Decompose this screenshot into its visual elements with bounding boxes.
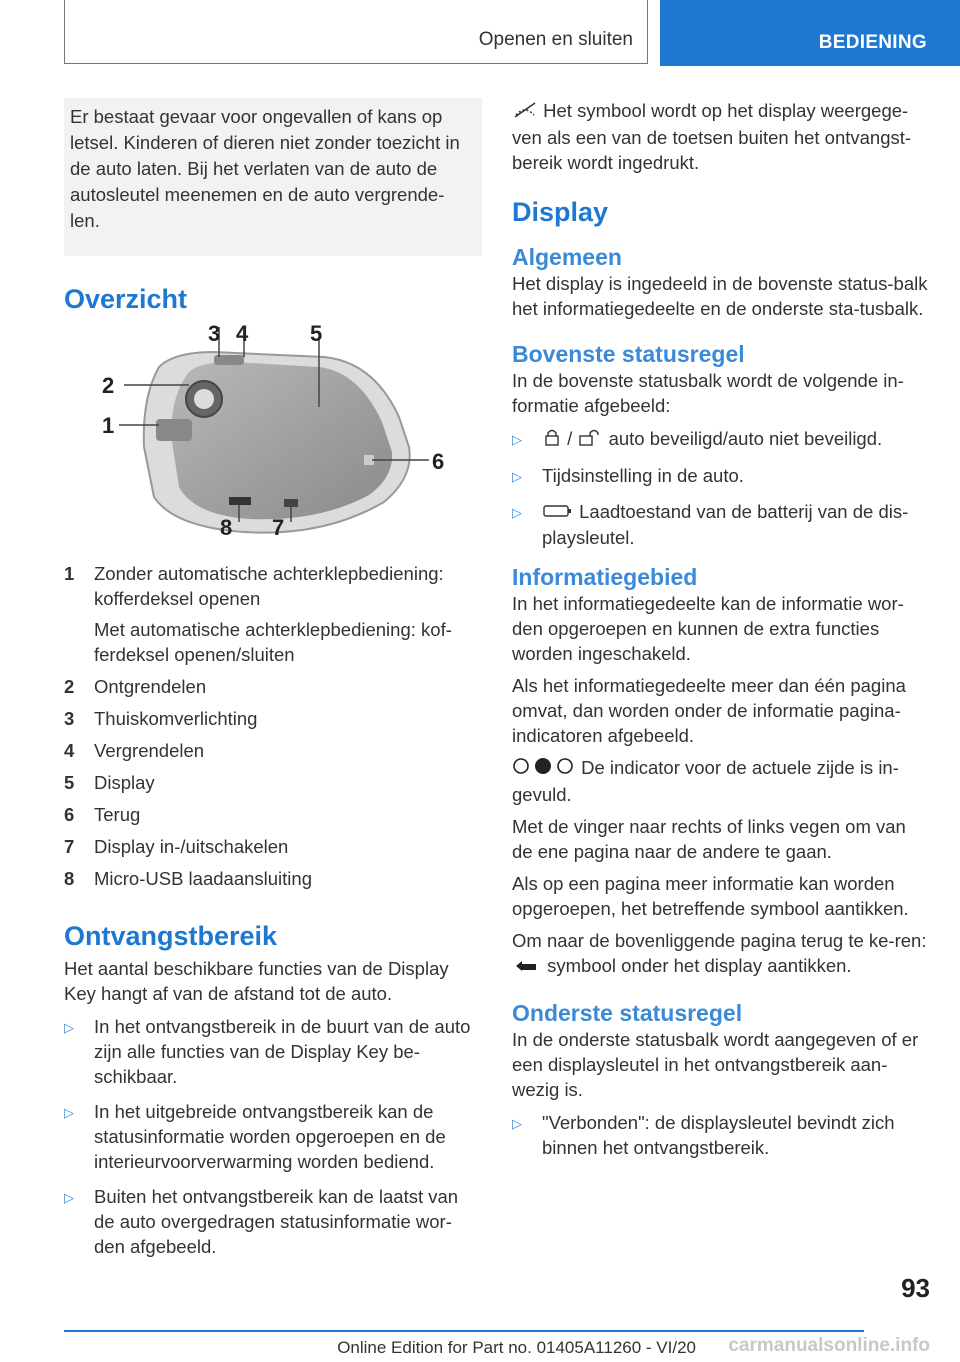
lower-status-heading: Onderste statusregel xyxy=(512,1000,743,1027)
watermark: carmanualsonline.info xyxy=(728,1335,930,1356)
back-arrow-icon xyxy=(512,955,542,980)
footer-edition: Online Edition for Part no. 01405A11260 - VI/20 xyxy=(337,1338,696,1357)
upper-status-bullets xyxy=(512,426,930,551)
display-heading: Display xyxy=(512,196,609,227)
bullet-icon: ▷ xyxy=(512,431,522,447)
callout-4: 4 xyxy=(236,321,249,346)
upper-status-heading: Bovenste statusregel xyxy=(512,340,745,367)
callout-3: 3 xyxy=(208,321,221,346)
info-heading: Informatiegebied xyxy=(512,564,698,591)
callout-2: 2 xyxy=(102,373,115,398)
lower-status-bullets xyxy=(512,1110,930,1160)
list-item: 7 Display in-/uitschakelen xyxy=(64,836,289,857)
lock-closed-icon xyxy=(542,427,562,453)
bullet-icon: ▷ xyxy=(64,1105,74,1120)
range-intro: Het aantal beschikbare functies van de Display Key hangt af van de afstand tot de auto. xyxy=(64,958,449,1004)
info-text-6: Om naar de bovenliggende pagina terug te ke-ren: symbool onder het display aantikken. xyxy=(512,928,930,980)
list-item: ▷ Tijdsinstelling in de auto. xyxy=(512,463,930,489)
list-item: 6 Terug xyxy=(64,804,141,825)
list-item: ▷ Buiten het ontvangstbereik kan de laatst van de auto overgedragen statusinformatie wor-den afgebeeld. xyxy=(64,1186,459,1257)
callout-7: 7 xyxy=(272,515,285,540)
warning-box: Er bestaat gevaar voor ongevallen of kans op letsel. Kinderen of dieren niet zonder toezicht in de auto laten. Bij het verlaten van de auto de autosleutel meenemen en de auto vergrende-len. xyxy=(64,98,482,256)
logo-graphic xyxy=(194,389,214,409)
list-item: ▷ In het uitgebreide ontvangstbereik kan de statusinformatie worden opgeroepen en de interieurvoorverwarming worden bediend. xyxy=(64,1101,446,1172)
bullet-icon: ▷ xyxy=(64,1190,74,1205)
trunk-button-graphic xyxy=(156,419,192,441)
battery-icon xyxy=(542,500,574,525)
display-key-figure xyxy=(64,321,482,557)
intro-paragraph: Het symbool wordt op het display weergege-ven als een van de toetsen buiten het ontvangst-bereik wordt ingedrukt. xyxy=(512,100,912,173)
list-item: 4 Vergrendelen xyxy=(64,740,205,761)
footer-rule xyxy=(64,1330,864,1332)
page-header xyxy=(0,0,960,66)
general-heading: Algemeen xyxy=(512,243,622,270)
info-text-3: De indicator voor de actuele zijde is in-gevuld. xyxy=(512,757,899,806)
info-text-4: Met de vinger naar rechts of links vegen om van de ene pagina naar de andere te gaan. xyxy=(512,816,906,863)
list-item: 8 Micro-USB laadaansluiting xyxy=(64,868,312,889)
overview-heading: Overzicht xyxy=(64,284,188,314)
list-item: ▷ "Verbonden": de displaysleutel bevindt zich binnen het ontvangstbereik. xyxy=(512,1112,895,1159)
list-item: 2 Ontgrendelen xyxy=(64,676,207,697)
range-heading: Ontvangstbereik xyxy=(64,921,278,951)
upper-status-text: In de bovenste statusbalk wordt de volgende in-formatie afgebeeld: xyxy=(512,369,904,416)
lower-status-text: In de onderste statusbalk wordt aangegeven of er een displaysleutel in het ontvangstbereik aan-wezig is. xyxy=(512,1029,919,1101)
power-button-graphic xyxy=(284,499,298,507)
range-bullets xyxy=(64,1014,482,1259)
info-text-2: Als het informatiegedeelte meer dan één pagina omvat, dan worden onder de informatie pagina-indicatoren afgebeeld. xyxy=(512,675,906,747)
callout-1: 1 xyxy=(102,413,115,438)
bullet-icon: ▷ xyxy=(512,1116,522,1132)
section-tab: Openen en sluiten xyxy=(64,0,648,64)
usb-port-graphic xyxy=(229,497,251,505)
right-column xyxy=(512,98,930,1170)
left-column xyxy=(64,98,482,1269)
general-text: Het display is ingedeeld in de bovenste status-balk het informatiegedeelte en de onderste sta-tusbalk. xyxy=(512,272,928,319)
callout-6: 6 xyxy=(432,449,445,474)
chapter-tab: BEDIENING xyxy=(660,0,960,66)
list-item: ▷ Laadtoestand van de batterij van de dis-playsleutel. xyxy=(512,500,909,549)
bullet-icon: ▷ xyxy=(512,468,522,484)
lock-open-icon xyxy=(577,427,603,453)
callout-8: 8 xyxy=(220,515,233,540)
list-item: ▷ / auto beveiligd/auto niet beveiligd. xyxy=(512,426,930,453)
list-item: 3 Thuiskomverlichting xyxy=(64,708,258,729)
bullet-icon: ▷ xyxy=(512,504,522,520)
list-item: ▷ In het ontvangstbereik in de buurt van de auto zijn alle functies van de Display Key be-schikbaar. xyxy=(64,1016,471,1087)
legend-list xyxy=(64,561,482,891)
list-item: 1 Zonder automatische achterklepbediening: kofferdeksel openen Met automatische achterklepbediening: kof-ferdeksel openen/sluiten xyxy=(64,563,452,665)
page-dots-icon xyxy=(512,756,576,782)
info-text-5: Als op een pagina meer informatie kan worden opgeroepen, het betreffende symbool aantikken. xyxy=(512,873,909,920)
info-text-1: In het informatiegedeelte kan de informatie wor-den opgeroepen en kunnen de extra functies worden ingeschakeld. xyxy=(512,593,904,665)
list-item: 5 Display xyxy=(64,772,155,793)
bullet-icon: ▷ xyxy=(64,1020,74,1035)
callout-5: 5 xyxy=(310,321,323,346)
no-signal-icon xyxy=(512,100,538,125)
page-number: 93 xyxy=(901,1273,930,1303)
